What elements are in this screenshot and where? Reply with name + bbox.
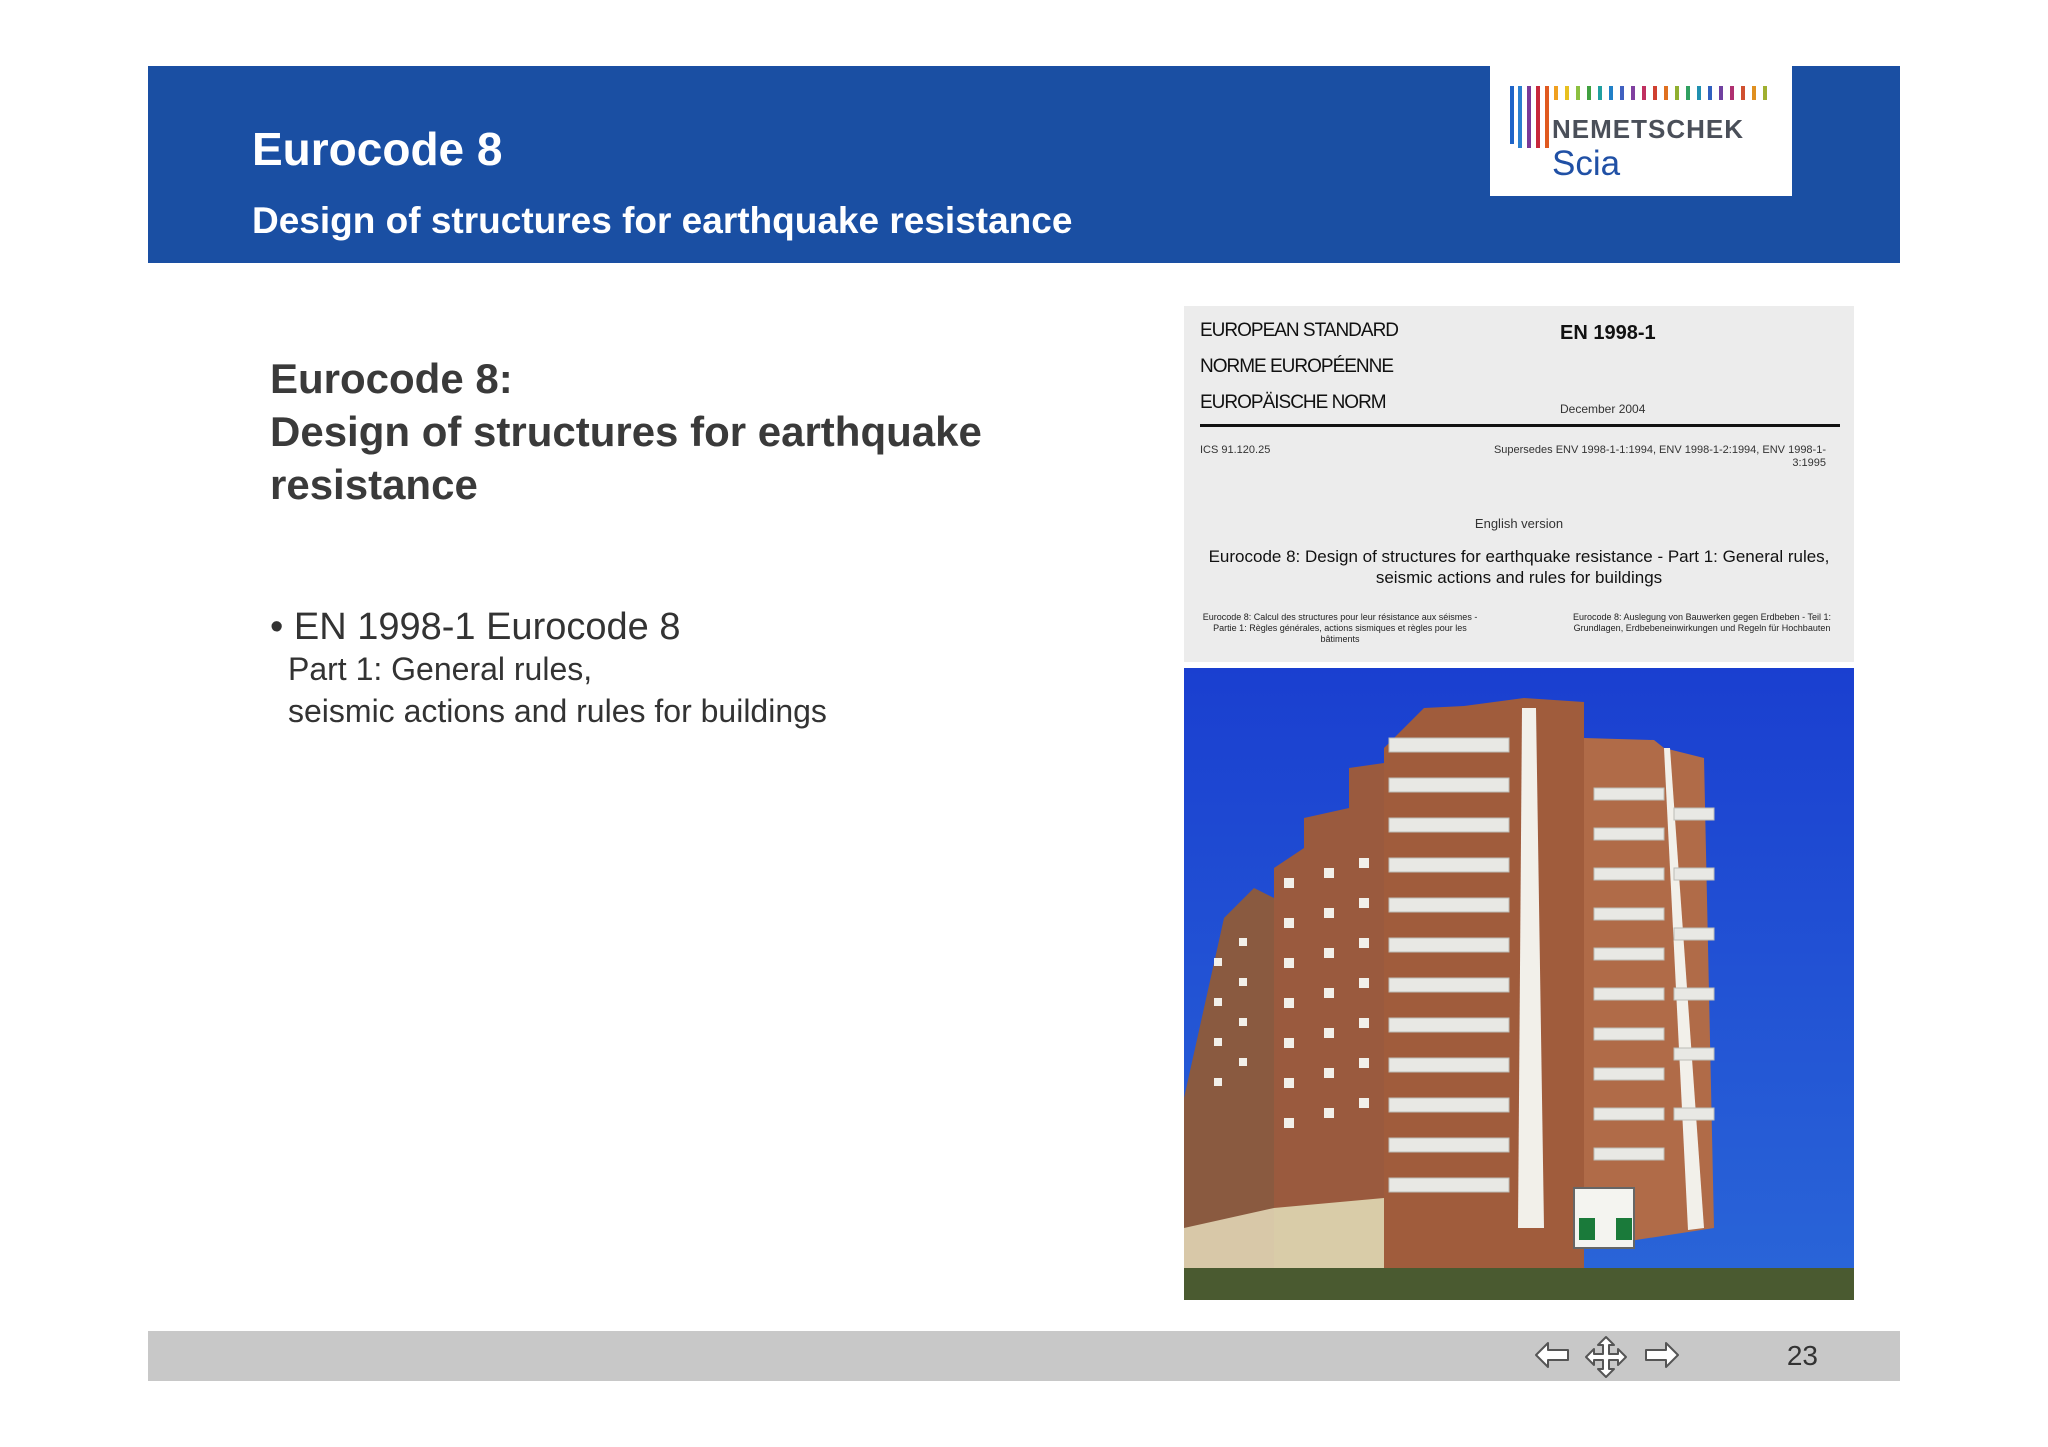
logo-subname: Scia <box>1552 144 1621 183</box>
slide-title: Eurocode 8 <box>252 123 503 175</box>
slide-subtitle: Design of structures for earthquake resistance <box>252 200 1073 241</box>
bullet-subtext-line-2: seismic actions and rules for buildings <box>288 693 827 729</box>
doc-supersedes: Supersedes ENV 1998-1-1:1994, ENV 1998-1-2:1994, ENV 1998-1-3:1995 <box>1493 444 1826 469</box>
company-logo <box>1490 66 1792 196</box>
content-title-line-1: Eurocode 8: <box>270 355 513 402</box>
doc-title-german: Eurocode 8: Auslegung von Bauwerken gegen Erdbeben - Teil 1: Grundlagen, Erdbebeneinwirkungen und Regeln für Hochbauten <box>1572 612 1832 633</box>
doc-standard-en: EUROPEAN STANDARD <box>1200 320 1399 341</box>
bullet-subtext-line-1: Part 1: General rules, <box>288 651 593 687</box>
bullet-subtext <box>288 648 1108 732</box>
standard-document-cover <box>1184 306 1854 662</box>
previous-arrow-icon[interactable] <box>1532 1335 1572 1375</box>
doc-divider <box>1200 424 1840 427</box>
building-illustration <box>1184 668 1854 1300</box>
doc-date: December 2004 <box>1560 402 1646 416</box>
building-photo <box>1184 668 1854 1300</box>
logo-name: NEMETSCHEK <box>1552 114 1745 144</box>
content-title <box>270 352 1090 511</box>
doc-code: EN 1998-1 <box>1560 322 1656 344</box>
next-arrow-icon[interactable] <box>1642 1335 1682 1375</box>
doc-version: English version <box>1474 516 1564 531</box>
doc-ics: ICS 91.120.25 <box>1200 444 1271 456</box>
slide-header <box>148 66 1900 263</box>
move-arrows-icon[interactable] <box>1584 1335 1628 1379</box>
doc-standard-fr: NORME EUROPÉENNE <box>1200 356 1394 377</box>
doc-title: Eurocode 8: Design of structures for earthquake resistance - Part 1: General rules, seismic actions and rules for buildings <box>1208 547 1830 587</box>
doc-title-french: Eurocode 8: Calcul des structures pour leur résistance aux séismes - Partie 1: Règles générales, actions sismiques et règles pour les bâtiments <box>1202 612 1478 644</box>
doc-standard-de: EUROPÄISCHE NORM <box>1200 392 1386 413</box>
content-title-line-2: Design of structures for earthquake <box>270 408 982 455</box>
slide-footer <box>148 1331 1900 1381</box>
content-title-line-3: resistance <box>270 461 478 508</box>
page-number: 23 <box>1786 1340 1818 1371</box>
bullet-item: • EN 1998-1 Eurocode 8 <box>270 606 681 648</box>
